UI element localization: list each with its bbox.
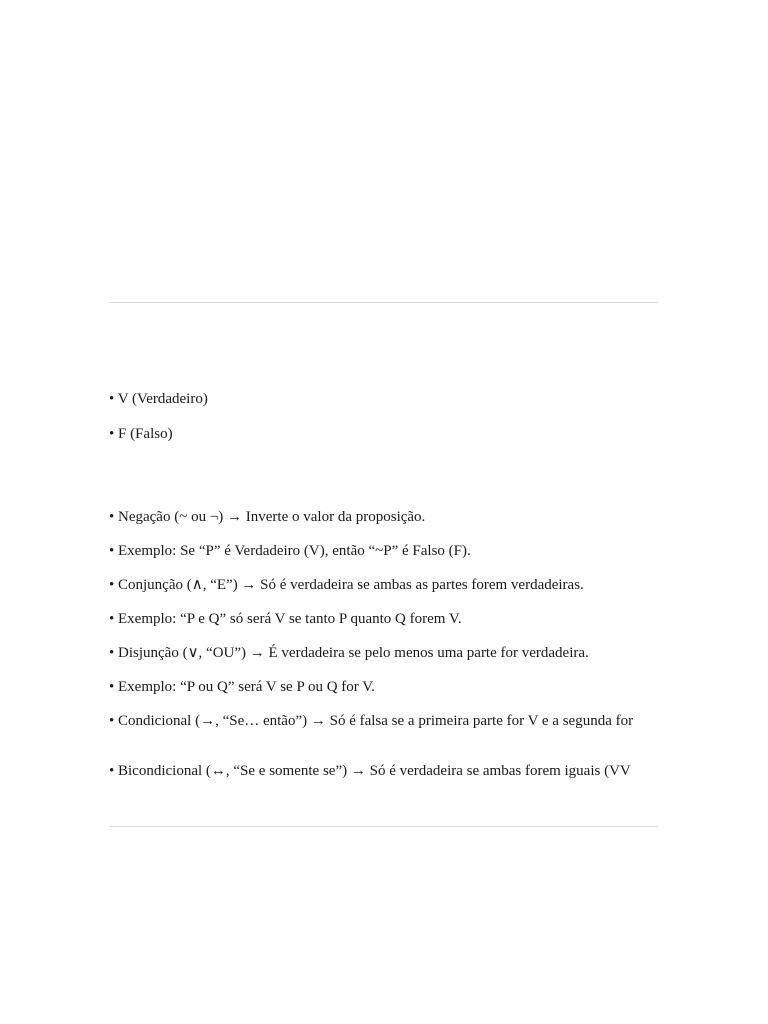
operator-disjunction: • Disjunção (∨, “OU”) → É verdadeira se pelo menos uma parte for verdadeira. bbox=[109, 645, 589, 661]
operator-biconditional: • Bicondicional (↔, “Se e somente se”) → Só é verdadeira se ambas forem iguais (VV bbox=[109, 763, 631, 779]
operator-conjunction: • Conjunção (∧, “E”) → Só é verdadeira se ambas as partes forem verdadeiras. bbox=[109, 577, 584, 593]
example-disjunction: • Exemplo: “P ou Q” será V se P ou Q for V. bbox=[109, 679, 375, 695]
operator-conditional: • Condicional (→, “Se… então”) → Só é falsa se a primeira parte for V e a segunda for bbox=[109, 713, 634, 729]
example-conjunction: • Exemplo: “P e Q” só será V se tanto P quanto Q forem V. bbox=[109, 611, 462, 627]
horizontal-rule-bottom bbox=[109, 826, 658, 827]
operator-negation: • Negação (~ ou ¬) → Inverte o valor da proposição. bbox=[109, 509, 426, 525]
truth-value-false: • F (Falso) bbox=[109, 426, 173, 442]
horizontal-rule-top bbox=[109, 302, 658, 303]
example-negation: • Exemplo: Se “P” é Verdadeiro (V), então “~P” é Falso (F). bbox=[109, 543, 471, 559]
truth-value-true: • V (Verdadeiro) bbox=[109, 391, 208, 407]
